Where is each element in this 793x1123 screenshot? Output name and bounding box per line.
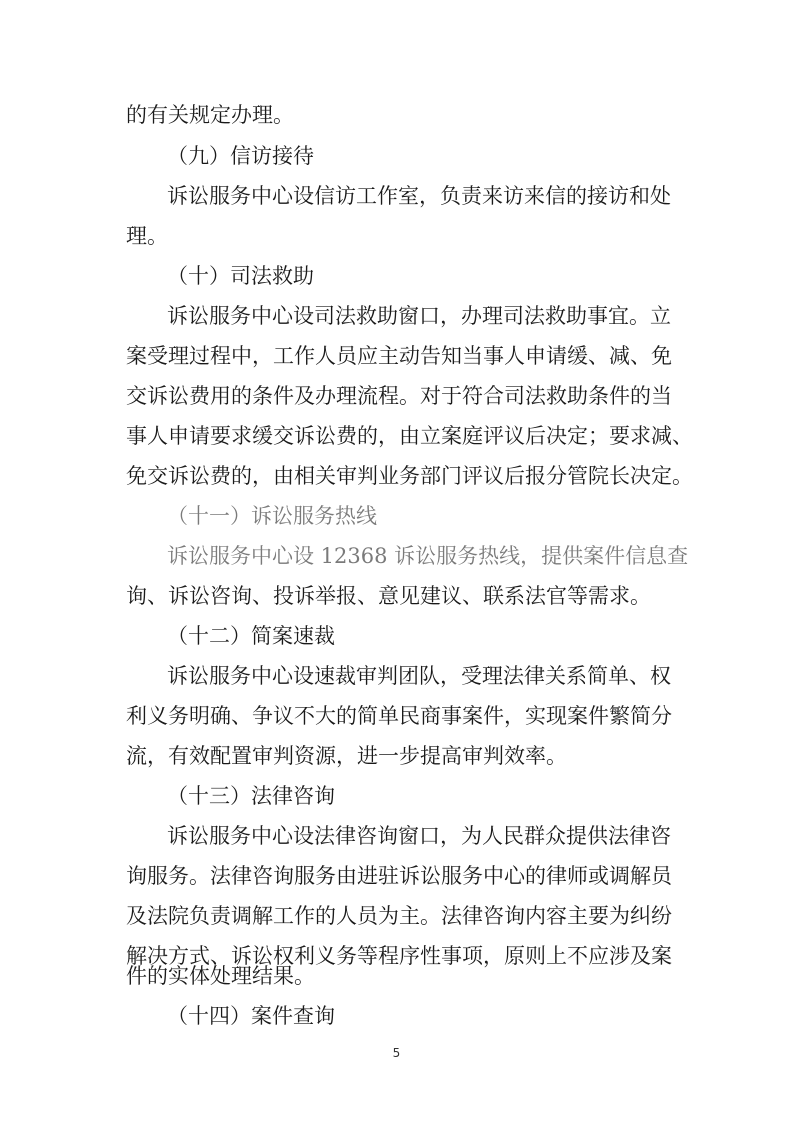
- paragraph-line: 交诉讼费用的条件及办理流程。对于符合司法救助条件的当: [126, 384, 672, 408]
- page-number: 5: [392, 1046, 401, 1060]
- section-heading: （十）司法救助: [167, 264, 314, 288]
- paragraph-line: 件的实体处理结果。: [126, 964, 315, 988]
- paragraph-line: 事人申请要求缓交诉讼费的，由立案庭评议后决定；要求减、: [126, 424, 693, 448]
- paragraph-line: 解决方式、诉讼权利义务等程序性事项，原则上不应涉及案: [126, 944, 672, 968]
- paragraph-line: 诉讼服务中心设速裁审判团队，受理法律关系简单、权: [167, 664, 671, 688]
- paragraph-line: 诉讼服务中心设司法救助窗口，办理司法救助事宜。立: [167, 304, 671, 328]
- paragraph-line: 利义务明确、争议不大的简单民商事案件，实现案件繁简分: [126, 704, 672, 728]
- section-heading: （九）信访接待: [167, 144, 314, 168]
- section-heading: （十一）诉讼服务热线: [167, 504, 377, 528]
- section-heading: （十二）简案速裁: [167, 624, 335, 648]
- paragraph-line: 案受理过程中，工作人员应主动告知当事人申请缓、减、免: [126, 344, 672, 368]
- paragraph-line: 诉讼服务中心设法律咨询窗口，为人民群众提供法律咨: [167, 824, 671, 848]
- section-heading: （十三）法律咨询: [167, 784, 335, 808]
- paragraph-line: 诉讼服务中心设 12368 诉讼服务热线，提供案件信息查: [167, 544, 689, 568]
- paragraph-line: 询、诉讼咨询、投诉举报、意见建议、联系法官等需求。: [126, 584, 651, 608]
- paragraph-line: 理。: [126, 224, 168, 248]
- paragraph-line: 及法院负责调解工作的人员为主。法律咨询内容主要为纠纷: [126, 904, 672, 928]
- paragraph-line: 流，有效配置审判资源，进一步提高审判效率。: [126, 744, 567, 768]
- section-heading: （十四）案件查询: [167, 1004, 335, 1028]
- paragraph-line: 免交诉讼费的，由相关审判业务部门评议后报分管院长决定。: [126, 464, 693, 488]
- paragraph-line: 诉讼服务中心设信访工作室，负责来访来信的接访和处: [167, 184, 671, 208]
- paragraph-line: 询服务。法律咨询服务由进驻诉讼服务中心的律师或调解员: [126, 864, 672, 888]
- paragraph-line: 的有关规定办理。: [126, 103, 294, 127]
